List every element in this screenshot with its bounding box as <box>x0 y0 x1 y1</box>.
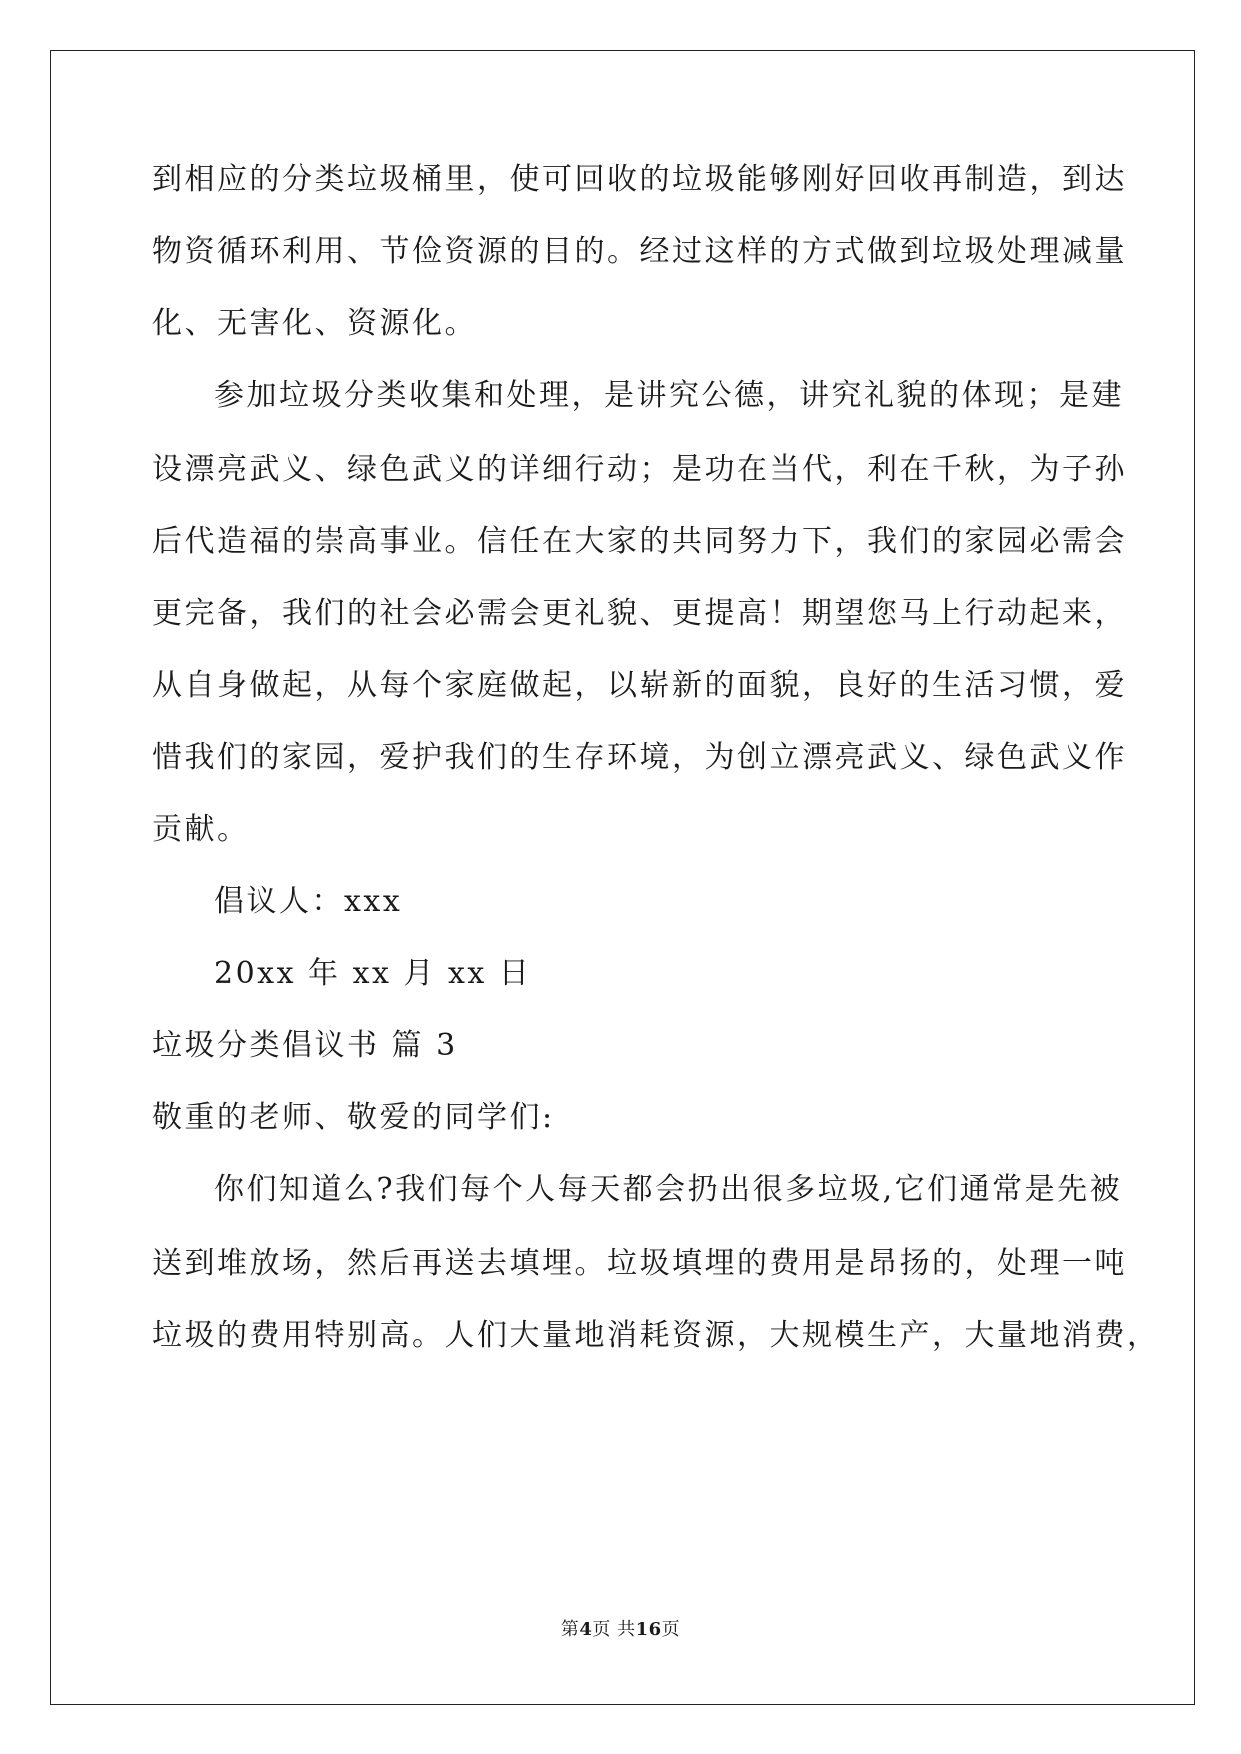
text-line: 后代造福的崇高事业。信任在大家的共同努力下，我们的家园必需会 <box>152 524 1127 559</box>
footer-mid: 页 共 <box>592 1619 636 1640</box>
text-line: 贡献。 <box>152 812 250 847</box>
footer-total-pages: 16 <box>635 1619 662 1640</box>
text-line: 惜我们的家园，爱护我们的生存环境，为创立漂亮武义、绿色武义作 <box>152 740 1127 775</box>
salutation: 敬重的老师、敬爱的同学们: <box>152 1100 555 1135</box>
section-heading: 垃圾分类倡议书 篇 3 <box>152 1028 458 1063</box>
text-line: 物资循环利用、节俭资源的目的。经过这样的方式做到垃圾处理减量 <box>152 234 1127 269</box>
text-line: 送到堆放场，然后再送去填埋。垃圾填埋的费用是昂扬的，处理一吨 <box>152 1246 1127 1281</box>
text-line: 你们知道么?我们每个人每天都会扔出很多垃圾,它们通常是先被 <box>214 1172 1123 1207</box>
page-border <box>50 50 1195 1705</box>
text-line: 从自身做起，从每个家庭做起，以崭新的面貌，良好的生活习惯，爱 <box>152 668 1127 703</box>
proposer-line: 倡议人：xxx <box>214 884 403 919</box>
date-line: 20xx 年 xx 月 xx 日 <box>214 956 532 991</box>
footer-prefix: 第 <box>560 1619 580 1640</box>
text-line: 更完备，我们的社会必需会更礼貌、更提高！期望您马上行动起来， <box>152 596 1127 631</box>
page-footer <box>0 1615 1241 1641</box>
text-line: 到相应的分类垃圾桶里，使可回收的垃圾能够刚好回收再制造，到达 <box>152 162 1127 197</box>
footer-suffix: 页 <box>661 1619 681 1640</box>
text-line: 化、无害化、资源化。 <box>152 306 477 341</box>
footer-page-number: 4 <box>579 1619 593 1640</box>
text-line: 垃圾的费用特别高。人们大量地消耗资源，大规模生产，大量地消费， <box>152 1318 1160 1353</box>
text-line: 设漂亮武义、绿色武义的详细行动；是功在当代，利在千秋，为子孙 <box>152 452 1127 487</box>
text-line: 参加垃圾分类收集和处理，是讲究公德，讲究礼貌的体现；是建 <box>214 378 1124 413</box>
